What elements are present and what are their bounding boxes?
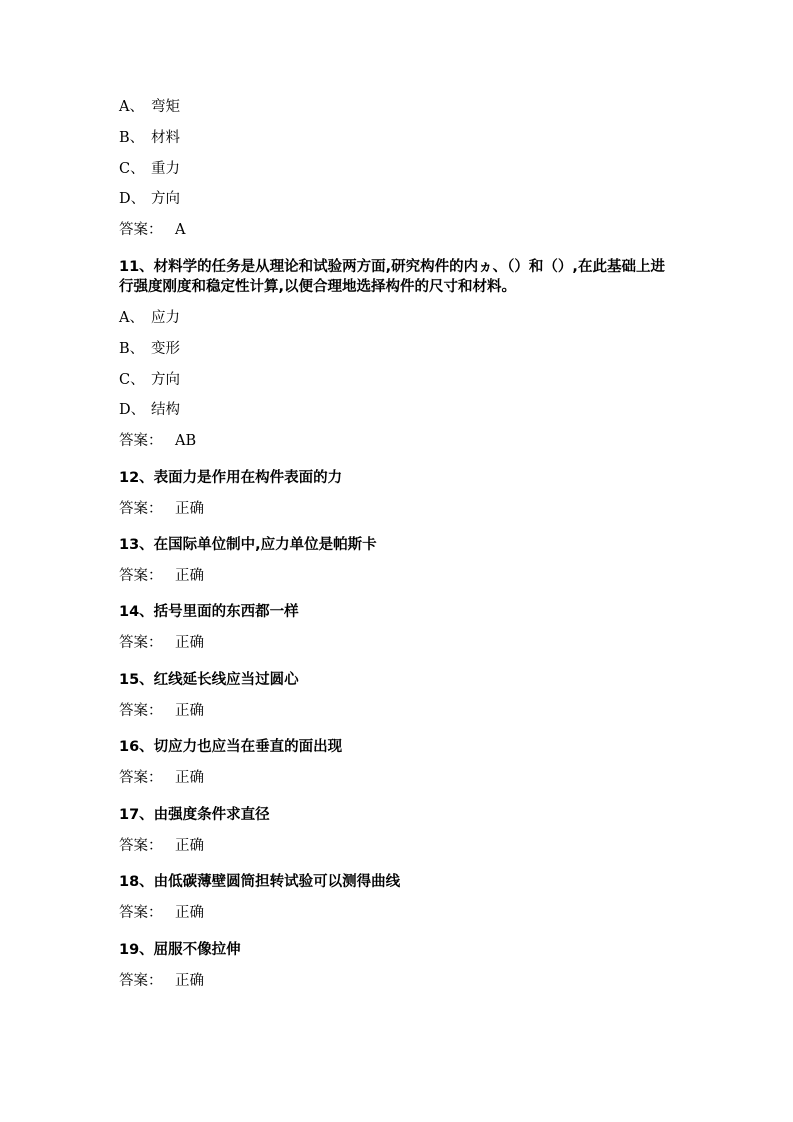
question-11: 11、材料学的任务是从理论和试验两方面,研究构件的内ヵ、（）和（）,在此基础上进行强度刚度和稳定性计算,以便合理地选择构件的尺寸和材料。 bbox=[119, 259, 665, 295]
answer-value: 正确 bbox=[175, 905, 204, 921]
answer-label: 答案： bbox=[119, 222, 163, 238]
option-text: 材料 bbox=[151, 130, 180, 146]
option-letter: C、 bbox=[119, 161, 145, 177]
option-letter: D、 bbox=[119, 402, 146, 418]
answer-label: 答案： bbox=[119, 568, 163, 584]
answer-label: 答案： bbox=[119, 973, 163, 989]
answer-line bbox=[119, 769, 679, 787]
option-letter: D、 bbox=[119, 191, 146, 207]
option-d bbox=[119, 401, 679, 419]
answer-value: AB bbox=[175, 433, 197, 449]
answer-line bbox=[119, 221, 679, 239]
option-text: 弯矩 bbox=[151, 99, 180, 115]
answer-line bbox=[119, 837, 679, 855]
answer-line bbox=[119, 567, 679, 585]
option-b bbox=[119, 340, 679, 358]
option-text: 方向 bbox=[151, 372, 180, 388]
option-text: 结构 bbox=[151, 402, 180, 418]
question-13: 13、在国际单位制中,应力单位是帕斯卡 bbox=[119, 537, 377, 553]
option-letter: C、 bbox=[119, 372, 145, 388]
option-c bbox=[119, 371, 679, 389]
answer-label: 答案： bbox=[119, 635, 163, 651]
answer-value: 正确 bbox=[175, 703, 204, 719]
question-14: 14、括号里面的东西都一样 bbox=[119, 604, 299, 620]
option-text: 重力 bbox=[151, 161, 180, 177]
answer-line bbox=[119, 904, 679, 922]
answer-value: 正确 bbox=[175, 635, 204, 651]
option-a bbox=[119, 309, 679, 327]
answer-line bbox=[119, 972, 679, 990]
question-15: 15、红线延长线应当过圆心 bbox=[119, 672, 299, 688]
option-text: 方向 bbox=[151, 191, 180, 207]
option-letter: B、 bbox=[119, 341, 145, 357]
answer-line bbox=[119, 634, 679, 652]
option-text: 应力 bbox=[151, 310, 180, 326]
answer-label: 答案： bbox=[119, 905, 163, 921]
answer-line bbox=[119, 702, 679, 720]
option-text: 变形 bbox=[151, 341, 180, 357]
option-b bbox=[119, 129, 679, 147]
answer-label: 答案： bbox=[119, 770, 163, 786]
answer-value: A bbox=[175, 222, 186, 238]
option-letter: A、 bbox=[119, 99, 144, 115]
answer-value: 正确 bbox=[175, 501, 204, 517]
question-18: 18、由低碳薄壁圆筒担转试验可以测得曲线 bbox=[119, 874, 401, 890]
option-d bbox=[119, 190, 679, 208]
answer-label: 答案： bbox=[119, 501, 163, 517]
answer-value: 正确 bbox=[175, 770, 204, 786]
question-17: 17、由强度条件求直径 bbox=[119, 807, 270, 823]
option-letter: B、 bbox=[119, 130, 145, 146]
answer-label: 答案： bbox=[119, 838, 163, 854]
question-12: 12、表面力是作用在构件表面的力 bbox=[119, 470, 343, 486]
answer-value: 正确 bbox=[175, 568, 204, 584]
option-c bbox=[119, 160, 679, 178]
question-16: 16、切应力也应当在垂直的面出现 bbox=[119, 739, 343, 755]
answer-value: 正确 bbox=[175, 838, 204, 854]
answer-line bbox=[119, 432, 679, 450]
answer-line bbox=[119, 500, 679, 518]
question-19: 19、屈服不像拉伸 bbox=[119, 942, 241, 958]
option-a bbox=[119, 98, 679, 116]
answer-value: 正确 bbox=[175, 973, 204, 989]
option-letter: A、 bbox=[119, 310, 144, 326]
answer-label: 答案： bbox=[119, 433, 163, 449]
answer-label: 答案： bbox=[119, 703, 163, 719]
